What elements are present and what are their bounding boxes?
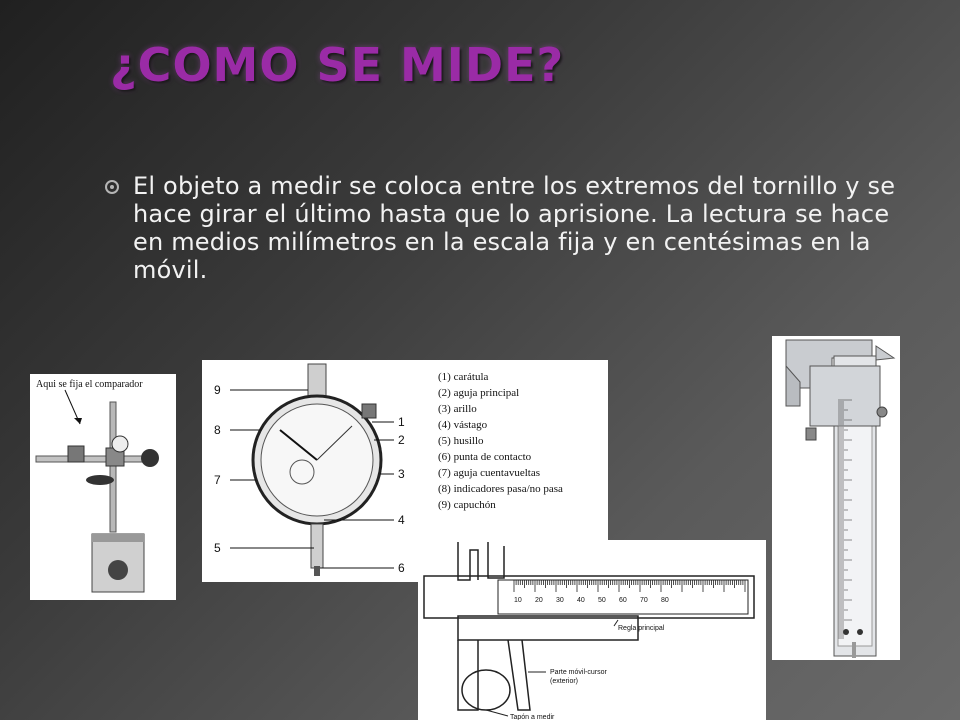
- scale-number: 80: [661, 597, 669, 604]
- caliper-diagram-image: [418, 540, 766, 720]
- parte-movil-label: Parte móvil-cursor: [550, 669, 607, 676]
- legend-item: (8) indicadores pasa/no pasa: [438, 483, 563, 495]
- scale-number: 30: [556, 597, 564, 604]
- legend-item: (6) punta de contacto: [438, 451, 532, 463]
- slide-title: ¿COMO SE MIDE?: [110, 38, 565, 92]
- bullet-item: [105, 172, 905, 284]
- bullet-circle-icon: [105, 180, 119, 194]
- scale-number: 70: [640, 597, 648, 604]
- tapon-label: Tapón a medir: [510, 714, 555, 720]
- legend-item: (4) vástago: [438, 419, 488, 431]
- scale-number: 60: [619, 597, 627, 604]
- callout-7: 7: [214, 473, 221, 487]
- legend-item: (1) carátula: [438, 371, 489, 383]
- legend-item: (9) capuchón: [438, 499, 496, 511]
- parte-movil-sublabel: (exterior): [550, 678, 579, 685]
- callout-2: 2: [398, 433, 405, 447]
- scale-number: 40: [577, 597, 585, 604]
- callout-4: 4: [398, 513, 405, 527]
- bullet-text: El objeto a medir se coloca entre los extremos del tornillo y se hace girar el último hasta que lo aprisione. La lectura se hace en medios milímetros en la escala fija y en centésimas en la móvil.: [133, 172, 896, 284]
- legend-item: (3) arillo: [438, 403, 477, 415]
- legend-item: (5) husillo: [438, 435, 484, 447]
- scale-number: 20: [535, 597, 543, 604]
- callout-8: 8: [214, 423, 221, 437]
- scale-number: 10: [514, 597, 522, 604]
- legend-item: (2) aguja principal: [438, 387, 520, 399]
- callout-5: 5: [214, 541, 221, 555]
- regla-principal-label: Regla principal: [618, 625, 665, 632]
- comparator-stand-image: [30, 374, 176, 600]
- callout-9: 9: [214, 383, 221, 397]
- comparator-caption: Aqui se fija el comparador: [36, 379, 143, 390]
- scale-number: 50: [598, 597, 606, 604]
- legend-item: (7) aguja cuentavueltas: [438, 467, 541, 479]
- caliper-photo-image: [772, 336, 900, 660]
- callout-3: 3: [398, 467, 405, 481]
- callout-6: 6: [398, 561, 405, 575]
- callout-1: 1: [398, 415, 405, 429]
